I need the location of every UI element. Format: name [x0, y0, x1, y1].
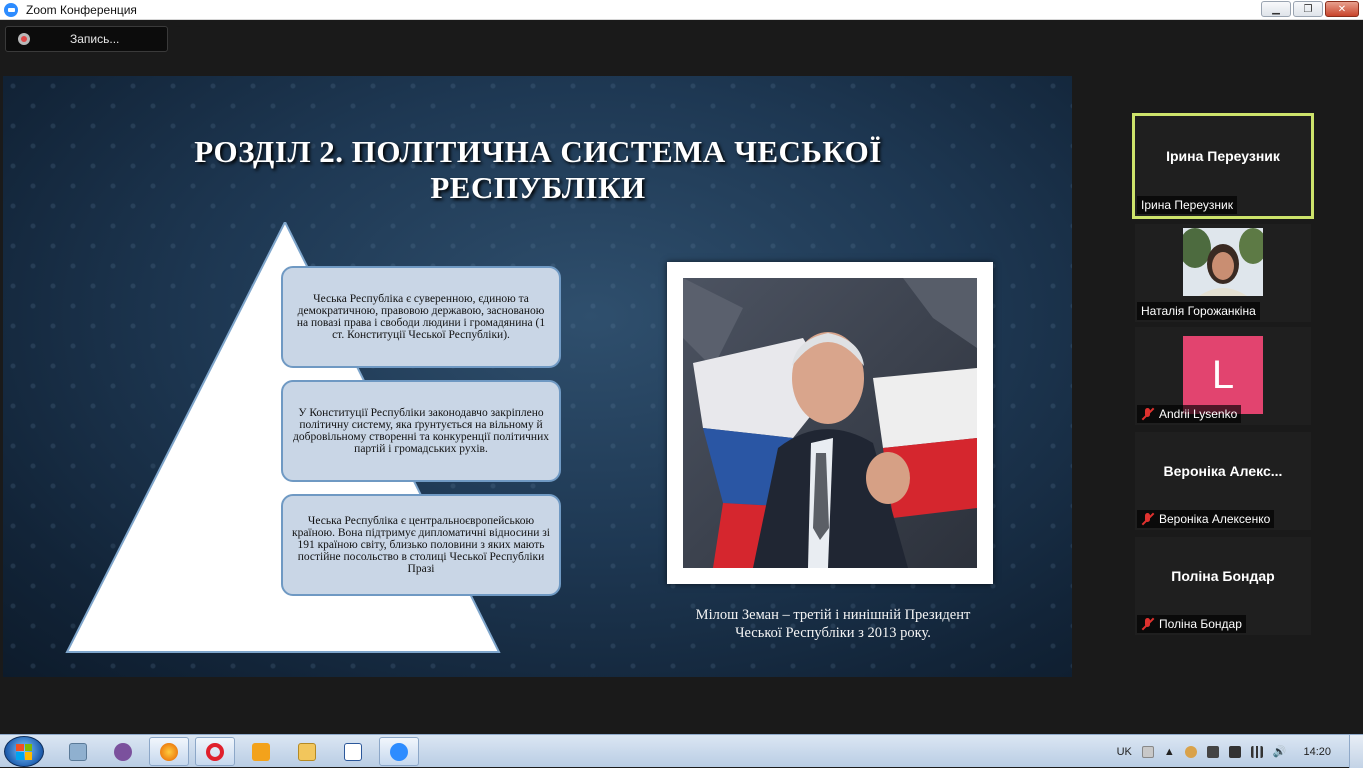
participant-label-text: Ірина Переузник	[1141, 198, 1233, 212]
slide-title-line1: РОЗДІЛ 2. ПОЛІТИЧНА СИСТЕМА ЧЕСЬКОЇ	[194, 134, 882, 169]
participant-label-text: Наталія Горожанкіна	[1141, 304, 1256, 318]
participant-tile-veronika[interactable]	[1135, 432, 1311, 530]
info-box-1	[281, 266, 561, 368]
participant-name-label	[1137, 510, 1274, 528]
clock-time[interactable]: 14:20	[1303, 745, 1331, 758]
language-indicator[interactable]: UK	[1116, 745, 1132, 758]
slide-title-line2: РЕСПУБЛІКИ	[430, 170, 646, 205]
president-photo-frame	[667, 262, 993, 584]
participant-video	[1183, 228, 1263, 296]
participant-center-name: Вероніка Алекс...	[1163, 463, 1283, 479]
info-box-3-text: Чеська Республіка є центральноєвропейською країною. Вона підтримує дипломатичні відносини зі 191 країною світу, близько половини з яких мають постійне посольство в столиці Чеської Республіки Празі	[291, 515, 550, 575]
taskbar-calculator[interactable]	[58, 737, 98, 766]
participant-video-frame	[1183, 228, 1263, 296]
participant-avatar-letter: L	[1183, 336, 1263, 414]
keyboard-icon[interactable]	[1142, 746, 1154, 758]
caption-line1: Мілош Земан – третій і нинішній Президент	[695, 607, 971, 623]
recording-indicator[interactable]	[5, 26, 168, 52]
participant-name-label	[1137, 405, 1241, 423]
show-desktop-button[interactable]	[1349, 735, 1363, 768]
mic-muted-icon	[1141, 512, 1155, 526]
participant-label-text: Поліна Бондар	[1159, 617, 1242, 631]
close-icon[interactable]: ✕	[1325, 1, 1359, 17]
media-player-icon	[252, 743, 270, 761]
info-box-2	[281, 380, 561, 482]
restore-icon[interactable]: ❐	[1293, 1, 1323, 17]
network-signal-icon[interactable]	[1251, 746, 1263, 758]
firefox-icon	[160, 743, 178, 761]
participant-name-label	[1137, 196, 1237, 214]
tray-app-icon[interactable]	[1185, 746, 1197, 758]
participant-name-label	[1137, 302, 1260, 320]
participant-tile-natalia[interactable]	[1135, 224, 1311, 322]
info-box-2-text: У Конституції Республіки законодавчо закріплено політичну систему, яка ґрунтується на вільному й добровільному створенні та конкуренції політичних партій і громадських рухів.	[293, 407, 549, 455]
window-title: Zoom Конференция	[26, 2, 137, 17]
participant-tile-andrii[interactable]	[1135, 327, 1311, 425]
taskbar-explorer[interactable]	[287, 737, 327, 766]
mic-muted-icon	[1141, 407, 1155, 421]
calculator-icon	[69, 743, 87, 761]
participant-name-label	[1137, 615, 1246, 633]
power-icon[interactable]	[1229, 746, 1241, 758]
flag-icon[interactable]	[1207, 746, 1219, 758]
caption-line2: Чеської Республіки з 2013 року.	[735, 625, 931, 641]
folder-icon	[298, 743, 316, 761]
opera-icon	[206, 743, 224, 761]
participant-label-text: Andrii Lysenko	[1159, 407, 1238, 421]
participant-tile-iryna[interactable]	[1132, 113, 1314, 219]
participant-center-name: Поліна Бондар	[1171, 568, 1275, 584]
president-photo	[683, 278, 977, 568]
tray-expand-icon[interactable]: ▲	[1163, 745, 1175, 758]
window-controls	[1261, 1, 1359, 17]
window-title-bar	[0, 0, 1363, 20]
zoom-icon	[390, 743, 408, 761]
windows-logo-icon	[16, 744, 32, 760]
info-box-1-text: Чеська Республіка є суверенною, єдиною та демократичною, правовою державою, заснованою на повазі права і свободи людини і громадянина (1 ст. Конституції Чеської Республіки).	[296, 293, 546, 341]
photo-caption	[663, 606, 1003, 642]
recording-label: Запись...	[70, 32, 120, 46]
slide-title	[123, 134, 953, 206]
taskbar-opera[interactable]	[195, 737, 235, 766]
minimize-icon[interactable]: ▁	[1261, 1, 1291, 17]
taskbar-viber[interactable]	[103, 737, 143, 766]
participant-center-name: Ірина Переузник	[1166, 148, 1280, 164]
record-icon	[18, 33, 30, 45]
taskbar-media-player[interactable]	[241, 737, 281, 766]
taskbar-word[interactable]	[333, 737, 373, 766]
taskbar-zoom[interactable]	[379, 737, 419, 766]
president-photo-illustration	[683, 278, 977, 568]
word-icon	[344, 743, 362, 761]
info-box-3	[281, 494, 561, 596]
volume-icon[interactable]: 🔊	[1272, 746, 1287, 758]
shared-slide	[3, 76, 1072, 677]
system-tray	[1112, 735, 1363, 768]
taskbar-firefox[interactable]	[149, 737, 189, 766]
windows-taskbar	[0, 734, 1363, 767]
viber-icon	[114, 743, 132, 761]
participant-label-text: Вероніка Алексенко	[1159, 512, 1271, 526]
mic-muted-icon	[1141, 617, 1155, 631]
participant-tile-polina[interactable]	[1135, 537, 1311, 635]
zoom-logo-icon	[4, 3, 18, 17]
start-button[interactable]	[4, 736, 44, 767]
